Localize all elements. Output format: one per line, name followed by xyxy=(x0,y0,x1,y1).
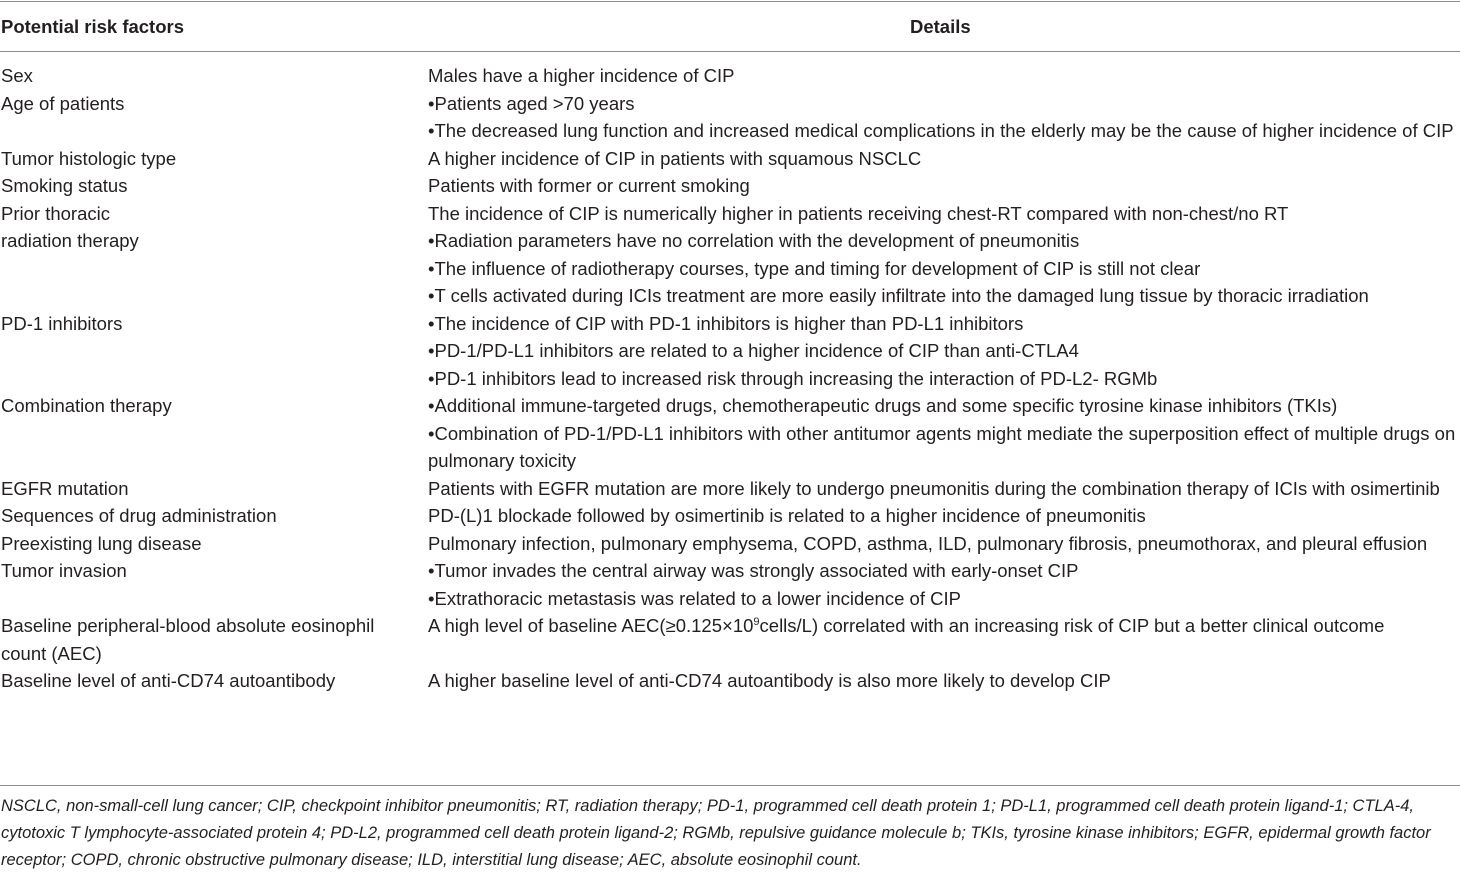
header-rule xyxy=(0,51,1460,52)
table-row xyxy=(0,530,1460,558)
table-row xyxy=(0,557,1460,612)
factor-text: EGFR mutation xyxy=(1,477,129,499)
details-text: Males have a higher incidence of CIP xyxy=(428,65,735,86)
factor-cell xyxy=(0,530,428,558)
factor-cell xyxy=(0,392,428,475)
details-cell xyxy=(428,200,1458,310)
details-text: •Radiation parameters have no correlation with the development of pneumonitis xyxy=(428,230,1080,251)
table-row xyxy=(0,172,1460,200)
factor-text: PD-1 inhibitors xyxy=(1,312,123,334)
details-text: A higher incidence of CIP in patients with squamous NSCLC xyxy=(428,147,922,169)
details-text: •PD-1 inhibitors lead to increased risk through increasing the interaction of PD-L2- RGMb xyxy=(428,367,1158,389)
factor-text: Smoking status xyxy=(1,175,128,196)
factor-cell xyxy=(0,200,428,310)
details-text xyxy=(428,612,1458,640)
factor-text: radiation therapy xyxy=(1,230,139,251)
factor-cell xyxy=(0,502,428,530)
details-text: •Combination of PD-1/PD-L1 inhibitors with other antitumor agents might mediate the superposition effect of multiple drugs on pulmonary toxicity xyxy=(428,422,1456,471)
header-details: Details xyxy=(910,16,971,37)
table-body xyxy=(0,62,1460,695)
details-cell xyxy=(428,557,1458,612)
details-text: A higher baseline level of anti-CD74 autoantibody is also more likely to develop CIP xyxy=(428,670,1111,691)
table-row xyxy=(0,392,1460,475)
details-text: •Tumor invades the central airway was strongly associated with early-onset CIP xyxy=(428,560,1079,581)
superscript-exponent: 9 xyxy=(753,615,760,628)
factor-cell xyxy=(0,667,428,695)
factor-cell xyxy=(0,145,428,173)
factor-cell xyxy=(0,90,428,145)
details-text: •The decreased lung function and increased medical complications in the elderly may be the cause of higher incidence of CIP xyxy=(428,120,1454,141)
factor-text: Sex xyxy=(1,65,33,86)
table-row xyxy=(0,200,1460,310)
factor-text: Sequences of drug administration xyxy=(1,505,277,526)
factor-cell xyxy=(0,172,428,200)
factor-text: Combination therapy xyxy=(1,395,172,416)
details-cell xyxy=(428,475,1458,503)
details-cell xyxy=(428,62,1458,90)
factor-text: Tumor histologic type xyxy=(1,147,177,169)
details-text-part: A high level of baseline AEC(≥0.125×10 xyxy=(428,615,754,636)
table-row xyxy=(0,475,1460,503)
details-cell xyxy=(428,310,1458,393)
details-text: Patients with EGFR mutation are more likely to undergo pneumonitis during the combination therapy of ICIs with osimertinib xyxy=(428,477,1440,499)
details-text: •The incidence of CIP with PD-1 inhibitors is higher than PD-L1 inhibitors xyxy=(428,312,1024,334)
factor-text: Baseline level of anti-CD74 autoantibody xyxy=(1,670,336,691)
details-text: •T cells activated during ICIs treatment are more easily infiltrate into the damaged lung tissue by thoracic irradiation xyxy=(428,285,1369,306)
factor-cell xyxy=(0,62,428,90)
table-row xyxy=(0,310,1460,393)
details-cell xyxy=(428,530,1458,558)
factor-cell xyxy=(0,612,428,667)
details-cell xyxy=(428,612,1458,667)
factor-text: Age of patients xyxy=(1,92,125,114)
table-row xyxy=(0,62,1460,90)
details-text: •Additional immune-targeted drugs, chemotherapeutic drugs and some specific tyrosine kinase inhibitors (TKIs) xyxy=(428,395,1338,416)
table-row xyxy=(0,612,1460,667)
factor-text: Baseline peripheral-blood absolute eosinophil count (AEC) xyxy=(1,615,375,664)
factor-text: Preexisting lung disease xyxy=(1,532,202,554)
details-cell xyxy=(428,90,1458,145)
details-text: •Patients aged >70 years xyxy=(428,92,635,114)
factor-cell xyxy=(0,557,428,612)
factor-cell xyxy=(0,475,428,503)
details-text: •Extrathoracic metastasis was related to a lower incidence of CIP xyxy=(428,587,961,609)
details-text: Patients with former or current smoking xyxy=(428,175,750,196)
details-cell xyxy=(428,667,1458,695)
details-cell xyxy=(428,172,1458,200)
table-row xyxy=(0,90,1460,145)
details-text: The incidence of CIP is numerically higher in patients receiving chest-RT compared with non-chest/no RT xyxy=(428,202,1289,224)
table-header xyxy=(0,0,1460,52)
table-row xyxy=(0,502,1460,530)
table-row xyxy=(0,145,1460,173)
header-potential-risk-factors: Potential risk factors xyxy=(1,16,185,37)
details-cell xyxy=(428,392,1458,475)
details-text: •The influence of radiotherapy courses, type and timing for development of CIP is still not clear xyxy=(428,257,1201,279)
details-text: •PD-1/PD-L1 inhibitors are related to a higher incidence of CIP than anti-CTLA4 xyxy=(428,340,1079,361)
factor-cell xyxy=(0,310,428,393)
details-text-part: cells/L) correlated with an increasing risk of CIP but a better clinical outcome xyxy=(759,615,1385,636)
details-cell xyxy=(428,145,1458,173)
details-cell xyxy=(428,502,1458,530)
details-text: PD-(L)1 blockade followed by osimertinib is related to a higher incidence of pneumonitis xyxy=(428,505,1146,526)
factor-text: Tumor invasion xyxy=(1,560,127,581)
table-footnote: NSCLC, non-small-cell lung cancer; CIP, checkpoint inhibitor pneumonitis; RT, radiation therapy; PD-1, programmed cell death protein 1; PD-L1, programmed cell death protein ligand-1; CTLA-4, cytotoxic T lymphocyte-associated protein 4; PD-L2, programmed cell death protein ligand-2; RGMb, repulsive guidance molecule b; TKIs, tyrosine kinase inhibitors; EGFR, epidermal growth factor receptor; COPD, chronic obstructive pulmonary disease; ILD, interstitial lung disease; AEC, absolute eosinophil count. xyxy=(1,797,1431,869)
details-text: Pulmonary infection, pulmonary emphysema, COPD, asthma, ILD, pulmonary fibrosis, pneumothorax, and pleural effusion xyxy=(428,532,1428,554)
factor-text: Prior thoracic xyxy=(1,202,110,224)
table-row xyxy=(0,667,1460,695)
bottom-rule xyxy=(0,785,1460,786)
